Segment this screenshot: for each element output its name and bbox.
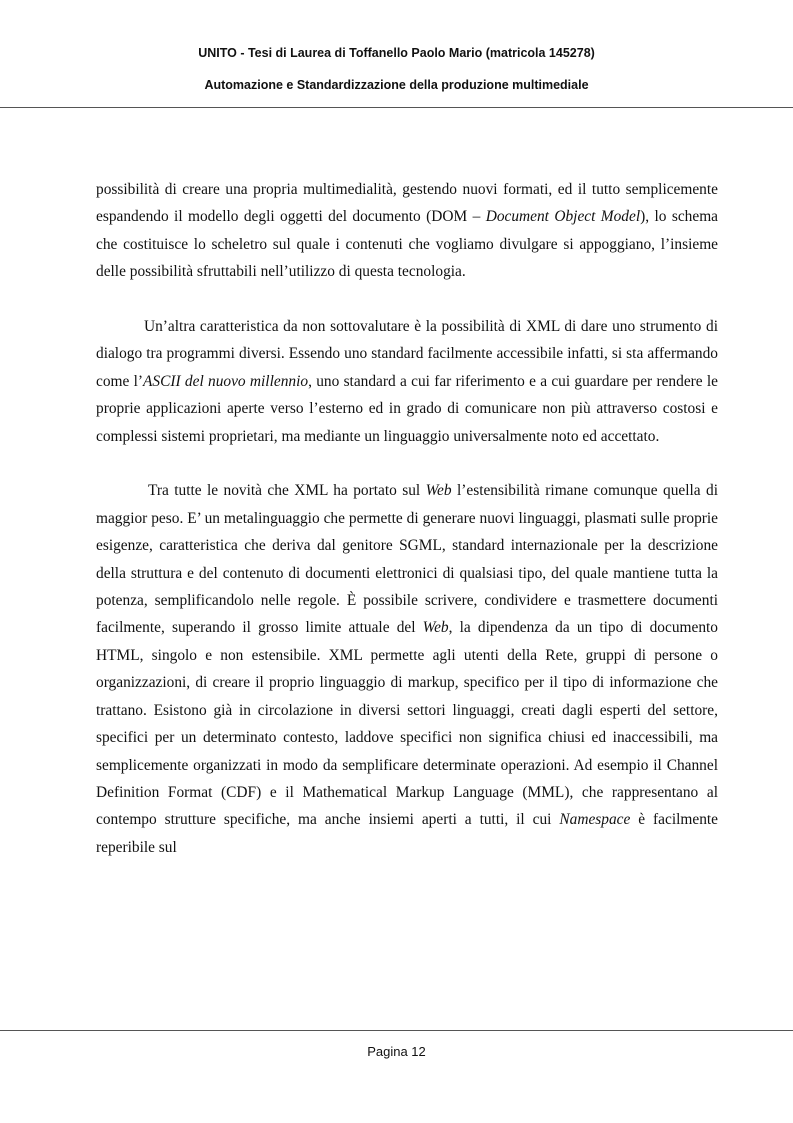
text-run: , la dipendenza da un tipo di documento HTML, singolo e non estensibile. XML permette agli utenti della Rete, gruppi di persone o organizzazioni, di creare il proprio linguaggio di markup, specifico per il tipo di informazione che trattano. Esistono già in circolazione in diversi settori linguaggi, creati dagli esperti del settore, specifici per un determinato contesto, laddove specifici non significa chiusi ed inaccessibili, ma semplicemente organizzati in modo da semplificare determinate operazioni. Ad esempio il Channel Definition Format (CDF) e il Mathematical Markup Language (MML), che rappresentano al contempo strutture specifiche, ma anche insiemi aperti a tutti, il cui bbox=[96, 619, 719, 829]
text-run: , uno standard a cui far riferimento e a cui guardare per rendere le proprie applicazioni aperte verso l’esterno ed in grado di comunicare non più attraverso costosi e complessi sistemi proprietari, ma mediante un linguaggio universalmente noto ed accettato. bbox=[96, 372, 718, 445]
header-subtitle: Automazione e Standardizzazione della produzione multimediale bbox=[204, 78, 589, 92]
page-body bbox=[96, 176, 718, 861]
italic-run: Namespace bbox=[559, 811, 631, 829]
text-run: ), lo schema che costituisce lo scheletro sul quale i contenuti che vogliamo divulgare si appoggiano, l’insieme delle possibilità sfruttabili nell’utilizzo di questa tecnologia. bbox=[96, 208, 719, 281]
italic-run: Web bbox=[425, 482, 452, 500]
paragraph-2 bbox=[96, 313, 718, 450]
italic-run: Document Object Model bbox=[485, 208, 641, 226]
header-divider bbox=[0, 107, 793, 108]
text-run: Tra tutte le novità che XML ha portato sul bbox=[148, 482, 426, 500]
text-run: è facilmente reperibile sul bbox=[96, 811, 718, 856]
italic-run: ASCII del nuovo millennio bbox=[143, 372, 309, 390]
page-number: Pagina 12 bbox=[367, 1044, 426, 1059]
paragraph-1 bbox=[96, 176, 718, 286]
italic-run: Web bbox=[422, 619, 449, 637]
paragraph-3 bbox=[96, 477, 718, 861]
text-run: l’estensibilità rimane comunque quella di maggior peso. E’ un metalinguaggio che permette di generare nuovi linguaggi, plasmati sulle proprie esigenze, caratteristica che deriva dal genitore SGML, standard internazionale per la descrizione della struttura e del contenuto di documenti elettronici di qualsiasi tipo, del quale mantiene tutta la potenza, semplificandolo nelle regole. È possibile scrivere, condividere e trasmettere documenti facilmente, superando il grosso limite attuale del bbox=[96, 482, 718, 637]
footer-divider bbox=[0, 1030, 793, 1031]
text-run: possibilità di creare una propria multimedialità, gestendo nuovi formati, ed il tutto semplicemente espandendo il modello degli oggetti del documento (DOM – bbox=[96, 181, 718, 226]
header-title: UNITO - Tesi di Laurea di Toffanello Paolo Mario (matricola 145278) bbox=[198, 46, 595, 60]
text-run: Un’altra caratteristica da non sottovalutare è la possibilità di XML di dare uno strumento di dialogo tra programmi diversi. Essendo uno standard facilmente accessibile infatti, si sta affermando come l’ bbox=[96, 318, 718, 390]
